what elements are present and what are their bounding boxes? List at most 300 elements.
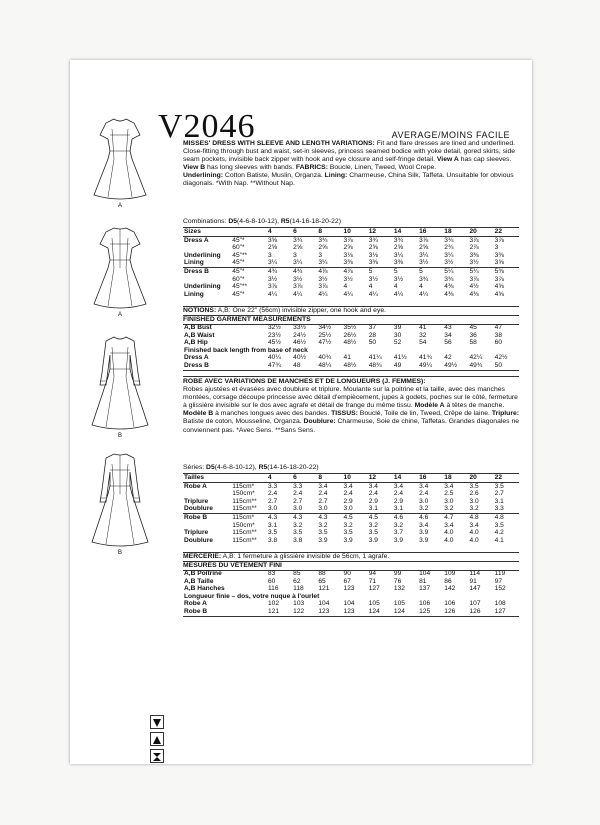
table-cell: 3.2 [368,521,378,529]
series-prefix: Séries: [183,464,207,471]
table-row [183,522,519,530]
dress-b-front-drawing [88,333,152,433]
table-row [183,244,519,252]
row-label [183,490,231,498]
table-cell: 2.4 [293,490,303,498]
table-cell: 2.4 [393,490,404,498]
spacer-cell [231,354,267,362]
size-header: 14 [393,228,418,237]
table-row [183,513,519,521]
size-header: 22 [494,474,519,483]
french-metrage-table [183,473,519,544]
table-cell: 38 [494,331,503,339]
row-label: Robe B [184,607,208,615]
table-cell: 43 [444,324,452,331]
table-cell: 40¼ [267,354,281,362]
arrow-up-icon [150,732,164,746]
table-cell: 152 [494,585,506,593]
hourglass-icon [150,749,164,763]
english-yardage-table [183,227,519,298]
row-label: Robe B [184,513,208,521]
back-length-heading: Longueur finie – dos, votre nuque à l'ourlet [184,592,320,600]
table-cell: 2.5 [444,490,454,498]
table-cell: 86 [444,577,452,585]
series-d5-sizes: (4-6-8-10-12), [214,464,259,471]
table-cell: 24½ [293,331,307,339]
mesures-heading: MESURES DU VÊTEMENT FINI [183,561,519,571]
table-cell: 94 [368,570,377,577]
table-row [183,578,519,586]
size-header: 18 [443,474,468,483]
tissus-label: TISSUS: [331,410,358,418]
table-cell: 116 [267,585,279,593]
row-label: Doublure [184,536,213,544]
table-cell: 4.6 [419,513,429,521]
table-cell: 3⅞ [293,283,303,291]
table-cell: 3.0 [267,505,278,513]
english-description [183,140,519,189]
size-header: 22 [494,228,519,237]
table-cell: 67 [343,577,351,585]
table-cell: 47 [494,324,503,331]
table-cell: 4¾ [267,267,278,275]
size-header: 10 [343,474,368,483]
table-cell: 48¼ [318,361,332,369]
table-cell: 4 [343,283,348,291]
table-cell: 3¼ [419,251,429,259]
table-cell: 2⅝ [343,244,353,252]
table-row [183,537,519,545]
spacer-cell [231,332,267,340]
table-cell: 5⅜ [494,267,504,275]
table-row [183,600,519,608]
sketch-view-b-front [88,333,152,438]
row-label: Lining [184,259,204,267]
table-cell: 2⅝ [293,244,303,252]
table-cell: 56 [444,339,452,347]
table-cell: 49¼ [419,361,432,369]
table-cell: 3.3 [267,482,278,490]
table-cell: 142 [444,585,456,593]
table-row [183,283,519,291]
table-cell: 3½ [469,259,479,267]
table-cell: 3½ [444,259,454,267]
table-cell: 32½ [267,324,281,331]
arrow-down-icon [150,715,164,729]
table-cell: 3.8 [267,536,278,544]
table-cell: 3½ [267,275,278,283]
combinations-prefix: Combinations: [183,218,229,225]
mercerie-label: MERCERIE: [183,553,222,560]
view-a-text: has cap sleeves. [458,156,512,164]
modele-b-label: Modèle B [183,410,214,418]
table-cell: 3¼ [293,259,303,267]
table-cell: 45½ [267,339,281,347]
fabric-width: 45"* [232,267,245,275]
series-d5: D5 [206,464,215,471]
table-cell: 4.0 [469,536,479,544]
table-cell: 3.4 [318,482,328,490]
mercerie-text: A,B: 1 fermeture à glissière invisible de 56cm, 1 agrafe. [221,553,390,560]
table-cell: 2⅞ [469,244,479,252]
row-label: Triplure [184,529,209,537]
table-cell: 2.4 [318,490,328,498]
fabric-width: 60"* [232,275,245,283]
table-row [183,529,519,537]
fabric-width: 150cm* [232,521,255,529]
size-header: 16 [418,228,443,237]
table-cell: 118 [293,585,304,593]
row-label: Dress B [184,267,209,275]
spacer-cell [231,578,267,586]
table-cell: 4¾ [293,267,303,275]
table-cell: 3¾ [368,236,378,244]
fabric-width-header [231,228,267,237]
table-cell: 4.8 [469,513,479,521]
table-cell: 123 [343,585,355,593]
table-cell: 48 [293,361,301,369]
table-cell: 47¾ [267,361,281,369]
table-cell: 3¾ [419,275,429,283]
combo-r5: R5 [280,218,290,225]
fabric-width: 115cm** [232,529,257,537]
size-header: 20 [468,228,493,237]
tissus-text: Bouclé, Toile de lin, Tweed, Crêpe de laine. [357,410,492,418]
table-cell: 2.7 [267,497,278,505]
table-cell: 3⅞ [494,236,504,244]
table-row [183,490,519,498]
table-cell: 4.7 [444,513,454,521]
table-cell: 3.9 [393,536,404,544]
table-cell: 3.9 [343,536,353,544]
table-cell: 3.4 [419,482,429,490]
table-cell: 4.8 [494,513,504,521]
table-cell: 4⅜ [444,283,454,291]
table-cell: 4¼ [343,290,353,298]
size-header: 12 [368,474,393,483]
fabric-width: 115cm** [232,536,257,544]
table-cell: 3¼ [444,251,454,259]
table-cell: 3⅜ [393,259,404,267]
spacer-cell [231,570,267,578]
sketch-view-a-back [88,224,152,317]
table-cell: 71 [368,577,377,585]
table-cell: 3.5 [494,482,504,490]
table-cell: 4 [419,283,423,291]
notions-line [183,306,519,315]
spacer-cell [231,600,267,608]
table-cell: 4¼ [293,290,303,298]
table-cell: 3⅞ [419,236,429,244]
table-cell: 2.4 [368,490,378,498]
table-cell: 3¼ [393,251,404,259]
modele-a-label: Modèle A [414,402,445,410]
table-cell: 2.9 [343,497,353,505]
table-cell: 2.9 [393,497,404,505]
table-cell: 3⅞ [494,275,504,283]
table-row [183,585,519,593]
table-cell: 4 [368,283,373,291]
table-cell: 3¾ [444,236,454,244]
english-title: MISSES' DRESS WITH SLEEVE AND LENGTH VARIATIONS: [183,140,375,147]
table-cell: 3 [293,251,297,259]
table-cell: 123 [343,607,355,615]
table-cell: 2.7 [318,497,328,505]
table-cell: 39 [393,324,402,331]
table-cell: 3.4 [419,521,429,529]
table-cell: 4.0 [444,536,454,544]
table-cell: 32 [419,331,427,339]
table-cell: 124 [393,607,405,615]
back-length-heading-row [183,593,519,601]
french-title: ROBE AVEC VARIATIONS DE MANCHES ET DE LONGUEURS (J. FEMMES): [183,378,426,385]
table-cell: 132 [393,585,405,593]
table-cell: 3.4 [444,482,454,490]
table-cell: 3⅜ [494,251,504,259]
table-cell: 122 [293,607,305,615]
table-row [183,324,519,332]
table-cell: 54 [419,339,427,347]
dress-a-back-drawing [88,224,152,312]
table-cell: 4¼ [393,290,404,298]
table-cell: 3⅞ [469,275,479,283]
sketch-label: A [117,203,122,209]
table-cell: 52 [393,339,402,347]
sizes-label: Sizes [183,228,231,237]
table-cell: 3.8 [293,536,303,544]
table-cell: 114 [469,570,480,577]
table-cell: 40¾ [318,354,332,362]
sketch-view-b-back [88,450,152,555]
table-cell: 34½ [318,324,332,331]
table-cell: 81 [419,577,427,585]
size-header: 4 [267,228,292,237]
back-length-heading-row [183,347,519,355]
table-cell: 3½ [368,275,378,283]
table-cell: 4.6 [393,513,404,521]
table-cell: 45 [469,324,477,331]
table-cell: 123 [318,607,330,615]
table-cell: 3⅛ [368,251,378,259]
table-cell: 5 [393,267,398,275]
table-cell: 3 [267,251,272,259]
table-cell: 126 [469,607,481,615]
table-cell: 3.1 [494,497,504,505]
table-cell: 3¼ [267,259,278,267]
table-cell: 137 [419,585,431,593]
doublure-text: Charmeuse, Soie de chine, Taffetas. Grandes diagonales ne conviennent pas. *Avec Sens. **Sans Sens. [183,418,520,434]
table-cell: 3½ [419,259,429,267]
table-cell: 102 [267,600,279,608]
table-cell: 4⅝ [494,283,504,291]
table-row [183,608,519,616]
table-cell: 4⅜ [444,290,454,298]
table-cell: 3¼ [318,259,328,267]
table-cell: 3.1 [393,505,404,513]
table-cell: 105 [368,600,380,608]
table-row [183,362,519,370]
table-cell: 4.5 [368,513,378,521]
table-cell: 25½ [318,331,332,339]
row-label: Dress A [184,354,209,362]
table-cell: 4.3 [267,513,278,521]
table-cell: 3⅞ [318,283,328,291]
table-cell: 109 [444,570,456,577]
size-header: 6 [292,228,317,237]
table-cell: 47½ [318,339,332,347]
table-cell: 3½ [343,275,353,283]
table-row [183,267,519,275]
english-finished-table [183,324,519,371]
table-cell: 4.1 [494,536,504,544]
notions-label: NOTIONS: [183,307,217,314]
table-cell: 26½ [343,331,357,339]
table-cell: 3.9 [419,529,429,537]
spacer-cell [231,585,267,593]
combo-r5-sizes: (14-16-18-20-22) [289,218,341,225]
table-cell: 147 [469,585,481,593]
fabric-width: 45"* [232,259,245,267]
table-cell: 42½ [494,354,508,362]
sketch-label: B [117,550,122,556]
table-cell: 3.2 [419,505,429,513]
table-cell: 30 [393,331,402,339]
sketch-view-a-front [88,115,152,208]
table-cell: 62 [293,577,301,585]
table-cell: 2.4 [267,490,278,498]
size-header: 4 [267,474,292,483]
table-cell: 58 [469,339,477,347]
section-divider [183,376,519,377]
table-cell: 83 [267,570,276,577]
row-label: Dress B [184,361,209,369]
table-cell: 4.5 [343,513,353,521]
fabric-width: 45"* [232,290,245,298]
row-label: Robe A [184,600,207,608]
table-cell: 48½ [343,339,357,347]
sizes-header-row [183,474,519,483]
table-cell: 76 [393,577,402,585]
table-row [183,259,519,267]
french-finished-table [183,570,519,617]
table-cell: 3.3 [494,505,504,513]
doublure-label: Doublure: [303,418,336,426]
table-cell: 3.0 [318,505,328,513]
table-cell: 121 [318,585,330,593]
table-cell: 34 [444,331,452,339]
table-row [183,291,519,299]
table-cell: 3.4 [393,482,404,490]
fabric-width: 45"* [232,236,245,244]
table-cell: 4.3 [293,513,303,521]
underlining-label: Underlining: [183,172,224,180]
table-cell: 2.4 [343,490,353,498]
table-cell: 5¼ [469,267,479,275]
table-cell: 3.4 [469,521,479,529]
table-row [183,339,519,347]
table-cell: 106 [419,600,431,608]
table-cell: 3.2 [393,521,404,529]
combo-d5-sizes: (4-6-8-10-12), [237,218,281,225]
view-b-label: View B [183,164,206,172]
table-cell: 3¾ [318,236,328,244]
table-cell: 35½ [343,324,357,331]
table-cell: 4.3 [318,513,328,521]
table-cell: 3⅜ [368,259,378,267]
combinations-line [183,218,519,226]
table-cell: 91 [469,577,477,585]
table-cell: 4¼ [267,290,278,298]
table-cell: 3.0 [419,497,429,505]
table-cell: 2.6 [469,490,479,498]
pattern-code: V2046 [158,108,256,145]
table-cell: 3.5 [494,521,504,529]
table-cell: 41½ [393,354,407,362]
table-row [183,236,519,244]
table-cell: 105 [393,600,405,608]
size-header: 10 [343,228,368,237]
english-desc: Fit and flare dresses are lined and underlined. Close-fitting through bust and waist, set-in sleeves, princess seamed bodice with yoke detail, gored skirts, side seam pockets, invisible back zipper with hook and eye closure and self-fringe detail. [183,140,516,164]
sizes-header-row [183,228,519,237]
finished-garment-heading: FINISHED GARMENT MEASUREMENTS [183,315,519,325]
modele-b-text: à manches longues avec des bandes. [213,410,332,418]
row-label: Doublure [184,505,213,513]
table-cell: 3.9 [318,536,328,544]
table-cell: 2⅝ [419,244,429,252]
table-cell: 3.2 [469,505,479,513]
table-row [183,498,519,506]
table-cell: 3.5 [267,529,278,537]
table-cell: 85 [293,570,301,577]
modele-a-text: à têtes de manche. [444,402,505,410]
fabric-width-header [231,474,267,483]
table-cell: 2¾ [444,244,454,252]
table-cell: 3.2 [444,505,454,513]
fabric-width: 115cm* [232,513,255,521]
table-cell: 107 [469,600,481,608]
table-cell: 3 [318,251,323,259]
table-cell: 124 [368,607,380,615]
table-cell: 3¾ [393,236,404,244]
table-cell: 3⅝ [267,236,278,244]
back-length-heading: Finished back length from base of neck [184,346,308,354]
table-cell: 3.0 [469,497,479,505]
table-cell: 3.2 [318,521,328,529]
fabrics-label: FABRICS: [295,164,328,172]
table-cell: 3.0 [343,505,353,513]
table-cell: 3.1 [267,521,278,529]
table-cell: 49¾ [469,361,483,369]
table-cell: 3.3 [293,482,303,490]
table-cell: 2⅝ [267,244,278,252]
series-r5: R5 [258,464,268,471]
table-cell: 3.4 [444,521,454,529]
table-cell: 4¼ [419,290,429,298]
table-cell: 48¾ [368,361,382,369]
table-cell: 127 [368,585,380,593]
fabric-width: 115cm* [232,482,255,490]
french-description [183,378,519,435]
table-cell: 41 [343,354,351,362]
series-r5-sizes: (14-16-18-20-22) [267,464,319,471]
table-cell: 3.0 [293,505,303,513]
table-cell: 90 [343,570,351,577]
table-cell: 125 [419,607,431,615]
table-cell: 3⅝ [494,259,504,267]
notions-text: A,B: One 22" (56cm) invisible zipper, one hook and eye. [216,307,387,314]
table-cell: 5 [419,267,423,275]
row-label: A,B Bust [184,324,212,331]
